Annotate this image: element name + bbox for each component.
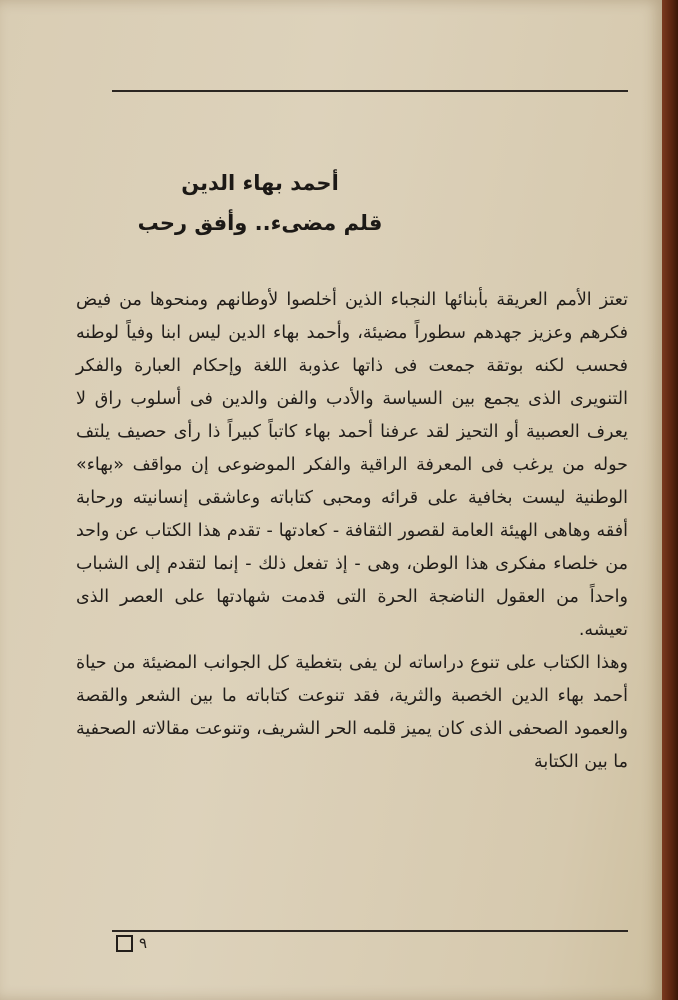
chapter-heading (100, 166, 420, 240)
paragraph-1: تعتز الأمم العريقة بأبنائها النجباء الذين أخلصوا لأوطانهم ومنحوها من فيض فكرهم وعزيز جهدهم سطوراً مضيئة، وأحمد بهاء الدين ليس ابنا وفياً لوطنه فحسب لكنه بوتقة جمعت فى ذاتها عذوبة اللغة وإحكام العبارة والفكر التنويرى الذى يجمع بين السياسة والأدب والفن والدين فى أسلوب راق لا يعرف العصبية أو التحيز لقد عرفنا أحمد بهاء كاتباً كبيراً ذا رأى حصيف يلتف حوله من يرغب فى المعرفة الراقية والفكر الموضوعى إن مواقف «بهاء» الوطنية ليست بخافية على قرائه ومحبى كتاباته وعاشقى إنسانيته ورحابة أفقه وهاهى الهيئة العامة لقصور الثقافة - كعادتها - تقدم هذا الكتاب عن واحد من خلصاء مفكرى هذا الوطن، وهى - إذ تفعل ذلك - إنما لتقدم إلى الشباب واحداً من العقول الناضجة الحرة التى قدمت شهادتها على العصر الذى تعيشه. (76, 290, 628, 640)
bottom-rule (112, 930, 628, 932)
square-box-icon (116, 935, 133, 952)
book-spine (662, 0, 678, 1000)
paragraph-2: وهذا الكتاب على تنوع دراساته لن يفى بتغطية كل الجوانب المضيئة من حياة أحمد بهاء الدين الخصبة والثرية، فقد تنوعت كتاباته ما بين الشعر والقصة والعمود الصحفى الذى كان يميز قلمه الحر الشريف، وتنوعت مقالاته الصحفية ما بين الكتابة (76, 653, 628, 772)
body-text (76, 284, 628, 779)
chapter-subtitle: قلم مضىء.. وأفق رحب (137, 211, 383, 235)
page-footer (116, 934, 147, 952)
top-rule (112, 90, 628, 92)
author-name: أحمد بهاء الدين (181, 171, 339, 195)
page-number: ٩ (139, 934, 148, 952)
